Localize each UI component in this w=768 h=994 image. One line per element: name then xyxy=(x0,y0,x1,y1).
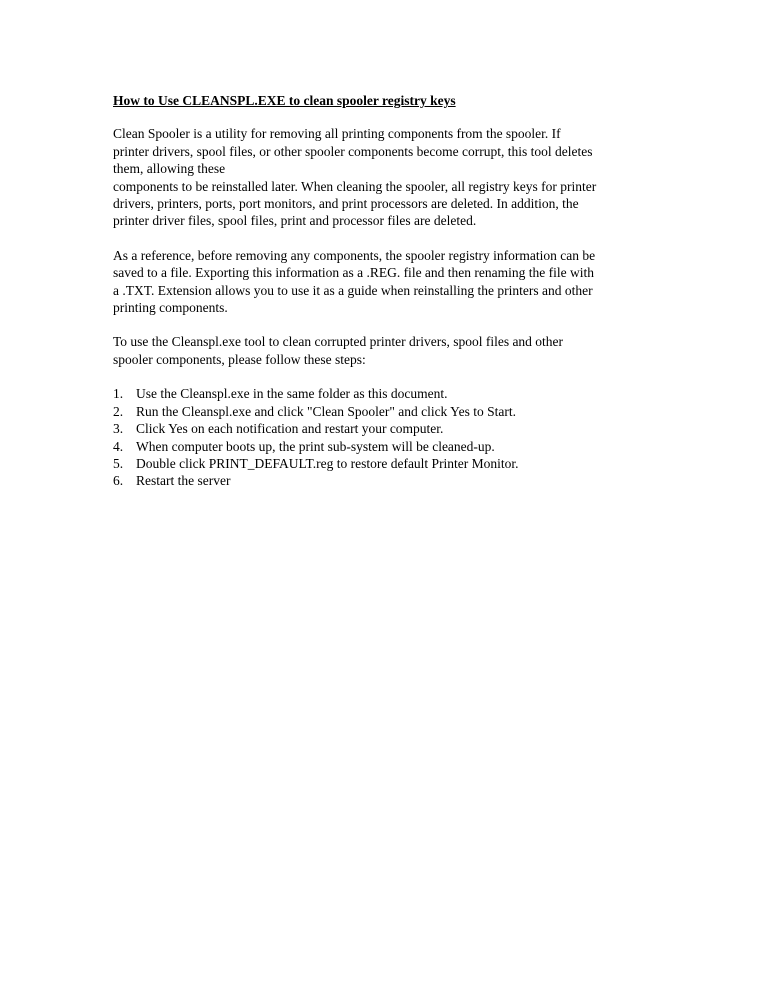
text-line: components to be reinstalled later. When cleaning the spooler, all registry keys for printer xyxy=(113,178,597,194)
text-line: As a reference, before removing any components, the spooler registry information can be xyxy=(113,247,596,263)
list-item xyxy=(113,420,658,437)
text-line: printer drivers, spool files, or other spooler components become corrupt, this tool deletes xyxy=(113,143,593,159)
document-body xyxy=(113,92,658,490)
list-item xyxy=(113,472,658,489)
text-line: them, allowing these xyxy=(113,161,226,177)
step-text: Use the Cleanspl.exe in the same folder as this document. xyxy=(136,386,448,402)
document-title: How to Use CLEANSPL.EXE to clean spooler registry keys xyxy=(113,93,456,108)
text-line: drivers, printers, ports, port monitors, and print processors are deleted. In addition, the xyxy=(113,196,579,212)
text-line: printing components. xyxy=(113,300,228,316)
step-text: Restart the server xyxy=(136,473,231,489)
text-line: Clean Spooler is a utility for removing all printing components from the spooler. If xyxy=(113,126,561,142)
reference-paragraph xyxy=(113,247,658,317)
list-item xyxy=(113,455,658,472)
step-text: Click Yes on each notification and restart your computer. xyxy=(136,421,444,437)
instructions-paragraph xyxy=(113,333,658,368)
list-item xyxy=(113,438,658,455)
step-text: Run the Cleanspl.exe and click "Clean Spooler" and click Yes to Start. xyxy=(136,403,516,419)
text-line: saved to a file. Exporting this information as a .REG. file and then renaming the file with xyxy=(113,265,595,281)
step-text: When computer boots up, the print sub-system will be cleaned-up. xyxy=(136,438,495,454)
step-number: 5. xyxy=(113,455,124,471)
step-text: Double click PRINT_DEFAULT.reg to restore default Printer Monitor. xyxy=(136,455,519,471)
step-number: 6. xyxy=(113,473,124,489)
list-item xyxy=(113,403,658,420)
list-item xyxy=(113,385,658,402)
text-line: spooler components, please follow these steps: xyxy=(113,351,366,367)
intro-paragraph xyxy=(113,125,658,229)
steps-list xyxy=(113,385,658,489)
text-line: To use the Cleanspl.exe tool to clean corrupted printer drivers, spool files and other xyxy=(113,334,564,350)
text-line: printer driver files, spool files, print and processor files are deleted. xyxy=(113,213,477,229)
text-line: a .TXT. Extension allows you to use it as a guide when reinstalling the printers and other xyxy=(113,282,593,298)
step-number: 2. xyxy=(113,403,124,419)
step-number: 1. xyxy=(113,386,124,402)
step-number: 3. xyxy=(113,421,124,437)
step-number: 4. xyxy=(113,438,124,454)
